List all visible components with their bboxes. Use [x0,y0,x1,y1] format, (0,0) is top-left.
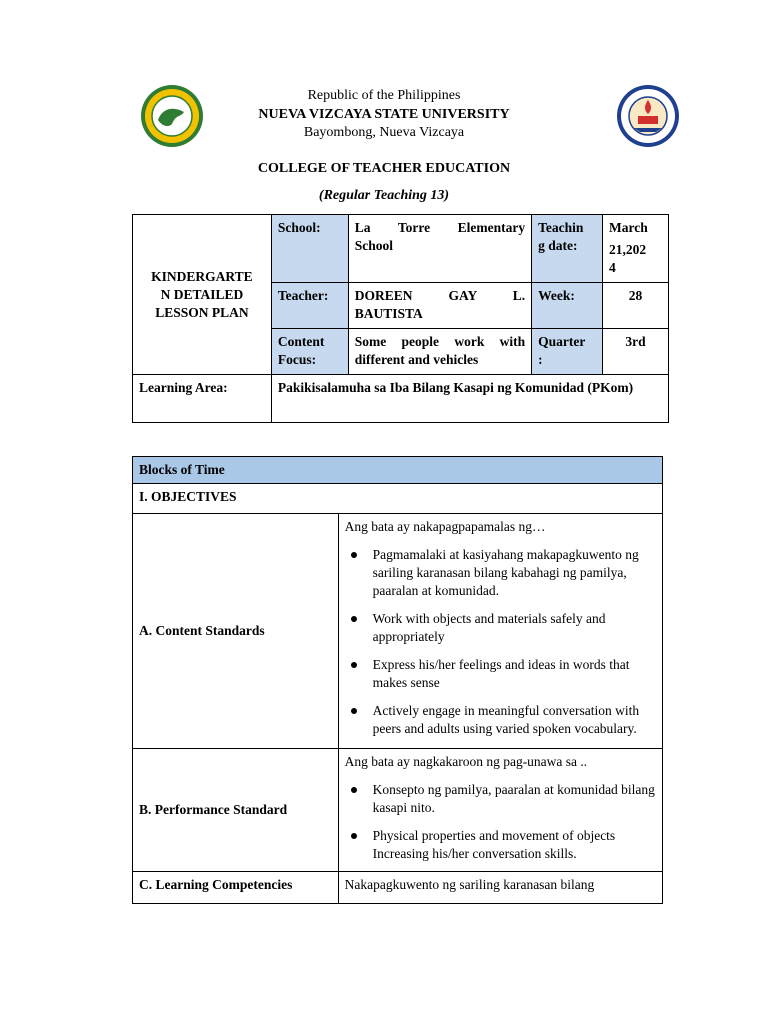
list-item [345,827,656,863]
teaching-date-label-line: g date: [538,238,578,253]
blocks-of-time-table [132,456,663,904]
learning-competencies-label: C. Learning Competencies [133,872,339,904]
teacher-label: Teacher: [271,283,348,329]
learning-area-value: Pakikisalamuha sa Iba Bilang Kasapi ng Komunidad (PKom) [271,375,668,423]
week-label: Week: [532,283,603,329]
list-item [345,610,656,646]
quarter-label-line: : [538,352,543,367]
plan-title [133,215,272,375]
university-location: Bayombong, Nueva Vizcaya [303,125,465,140]
performance-standard-cell [338,749,662,872]
plan-title-line: N DETAILED [160,286,244,302]
lesson-info-table [132,214,669,423]
content-focus-label [271,329,348,375]
teacher-value-line: BAUTISTA [354,306,423,321]
teacher-value [348,283,531,329]
teaching-date-value-line: 4 [609,260,616,275]
document-subtitle: (Regular Teaching 13) [318,188,450,203]
list-item [345,656,656,692]
teaching-date-value-line: March [609,220,648,235]
school-value-line: La Torre Elementary [354,220,526,235]
content-focus-label-line: Content [277,334,325,349]
content-focus-value [348,329,531,375]
list-item-text: Work with objects and materials safely and appropriately [372,611,606,644]
school-value-line: School [354,238,394,253]
plan-title-line: LESSON PLAN [155,304,249,320]
bullet-icon [351,662,357,668]
teaching-date-value [603,215,669,283]
content-standards-list [345,546,656,738]
week-value: 28 [603,283,669,329]
quarter-label [532,329,603,375]
performance-standard-intro: Ang bata ay nagkakaroon ng pag-unawa sa .. [344,754,588,769]
list-item [345,781,656,817]
content-focus-label-line: Focus: [277,352,317,367]
list-item [345,702,656,738]
teaching-date-label [532,215,603,283]
bullet-icon [351,787,357,793]
performance-standard-label: B. Performance Standard [133,749,339,872]
bullet-icon [351,616,357,622]
learning-competencies-value: Nakapagkuwento ng sariling karanasan bilang [338,872,662,904]
republic-line: Republic of the Philippines [307,88,461,103]
teaching-date-label-line: Teachin [538,220,584,235]
list-item-text: Pagmamalaki at kasiyahang makapagkuwento ng sariling karanasan bilang kabahagi ng pamilya, paaralan at komunidad. [372,547,639,598]
teaching-date-value-line: 21,202 [609,242,647,257]
content-standards-cell [338,514,662,749]
learning-area-label: Learning Area: [133,375,272,423]
school-label: School: [271,215,348,283]
bullet-icon [351,552,357,558]
blocks-header: Blocks of Time [133,457,663,484]
list-item-text: Konsepto ng pamilya, paaralan at komunidad bilang kasapi nito. [372,782,655,815]
performance-standard-list [345,781,656,863]
school-value [348,215,531,283]
list-item-text: Actively engage in meaningful conversation with peers and adults using varied spoken vocabulary. [372,703,640,736]
quarter-value: 3rd [603,329,669,375]
objectives-heading: I. OBJECTIVES [133,484,663,514]
list-item-text: Physical properties and movement of objects Increasing his/her conversation skills. [372,828,616,861]
teacher-value-line: DOREEN GAY L. [354,288,526,303]
list-item-text: Express his/her feelings and ideas in words that makes sense [372,657,630,690]
content-focus-value-line: different and vehicles [354,352,479,367]
bullet-icon [351,833,357,839]
plan-title-line: KINDERGARTE [151,268,253,284]
content-standards-intro: Ang bata ay nakapagpapamalas ng… [344,519,546,534]
university-name: NUEVA VIZCAYA STATE UNIVERSITY [258,107,510,122]
list-item [345,546,656,600]
quarter-label-line: Quarter [538,334,586,349]
bullet-icon [351,708,357,714]
content-focus-value-line: Some people work with [354,334,526,349]
college-name: COLLEGE OF TEACHER EDUCATION [257,161,511,176]
content-standards-label: A. Content Standards [133,514,339,749]
